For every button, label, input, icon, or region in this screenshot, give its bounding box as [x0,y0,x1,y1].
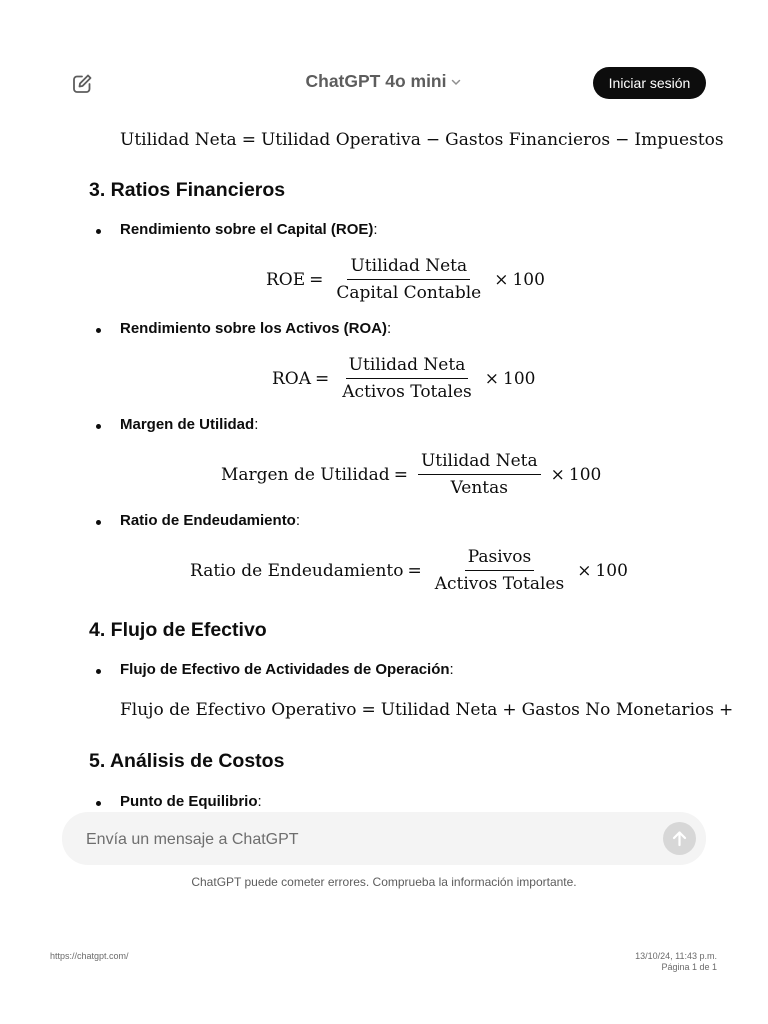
eq-operator: + [502,700,517,720]
footer-page: Página 1 de 1 [661,962,717,972]
bullet-dot [96,328,101,333]
formula-lhs: Ratio de Endeudamiento [190,560,404,581]
eq-term: Impuestos [634,130,724,150]
footer-url: https://chatgpt.com/ [50,951,129,961]
bullet-dot [96,520,101,525]
arrow-up-icon [663,822,696,855]
eq-term: Utilidad Operativa [260,130,421,150]
denominator: Activos Totales [342,382,472,402]
eq-term: Utilidad Neta [380,700,498,720]
denominator: Capital Contable [336,283,482,303]
list-item-label: Ratio de Endeudamiento [120,512,296,529]
eq-term: Utilidad Neta [120,130,237,150]
factor: 100 [595,560,628,581]
fraction [418,451,541,498]
footer-datetime: 13/10/24, 11:43 p.m. [635,951,717,961]
eq-operator: = [361,700,376,720]
eq-operator: = [241,130,256,150]
list-item-label: Rendimiento sobre los Activos (ROA) [120,320,387,337]
formula-lhs: Margen de Utilidad [221,464,390,485]
fraction [432,547,567,594]
eq-term: Gastos Financieros [445,130,611,150]
chevron-down-icon [450,72,462,93]
colon: : [386,320,392,337]
numerator: Utilidad Neta [347,256,470,280]
bullet-dot [96,424,101,429]
net-income-equation [120,130,724,150]
numerator: Utilidad Neta [418,451,541,475]
colon: : [295,512,301,529]
send-button[interactable] [663,822,696,855]
denominator: Ventas [450,478,508,498]
eq-operator: + [718,700,734,720]
section-heading-ratios: 3. Ratios Financieros [89,179,286,201]
disclaimer: ChatGPT puede cometer errores. Comprueba la información importante. [191,875,577,889]
eq-term: Flujo de Efectivo Operativo [120,700,357,720]
message-composer [62,812,706,865]
section-heading-cash-flow: 4. Flujo de Efectivo [89,619,267,641]
colon: : [373,221,378,238]
list-item-label: Margen de Utilidad [120,416,255,433]
eq-term: Gastos No Monetarios [521,700,714,720]
list-item-label: Rendimiento sobre el Capital (ROE) [120,221,374,238]
denominator: Activos Totales [434,574,565,594]
list-item-label: Punto de Equilibrio [120,793,258,810]
margin-formula: Margen de Utilidad = $\frac{\text{Utilidad Neta}}{\text{Ventas}}$ × 100 [221,451,602,498]
section-heading-costs: 5. Análisis de Costos [89,750,285,772]
numerator: Utilidad Neta [346,355,469,379]
formula-lhs: ROA [272,368,312,389]
footer-date [635,951,717,973]
colon: : [257,793,262,810]
factor: 100 [503,368,536,389]
eq-operator: − [425,130,441,150]
roe-formula: ROE = $\frac{\text{Utilidad Neta}}{\text{Capital Contable}}$ × 100 [266,256,545,303]
eq-operator: − [615,130,630,150]
roa-formula: ROA = $\frac{\text{Utilidad Neta}}{\text{Activos Totales}}$ × 100 [272,355,536,402]
colon: : [449,661,454,678]
debt-ratio-formula: Ratio de Endeudamiento = $\frac{\text{Pasivos}}{\text{Activos Totales}}$ × 100 [190,547,628,594]
formula-lhs: ROE [266,269,306,290]
colon: : [254,416,259,433]
factor: 100 [512,269,545,290]
numerator: Pasivos [465,547,535,571]
fraction [339,355,474,402]
model-name: ChatGPT 4o mini [305,71,447,91]
operating-cash-flow-equation [120,700,738,720]
equation-scroll-area[interactable] [120,698,734,726]
bullet-dot [96,801,101,806]
bullet-dot [96,229,101,234]
top-bar [0,60,768,106]
list-item-label: Flujo de Efectivo de Actividades de Operación [120,661,450,678]
fraction [333,256,484,303]
bullet-dot [96,669,101,674]
factor: 100 [568,464,602,485]
login-button[interactable]: Iniciar sesión [593,67,706,99]
message-input[interactable] [84,812,648,867]
